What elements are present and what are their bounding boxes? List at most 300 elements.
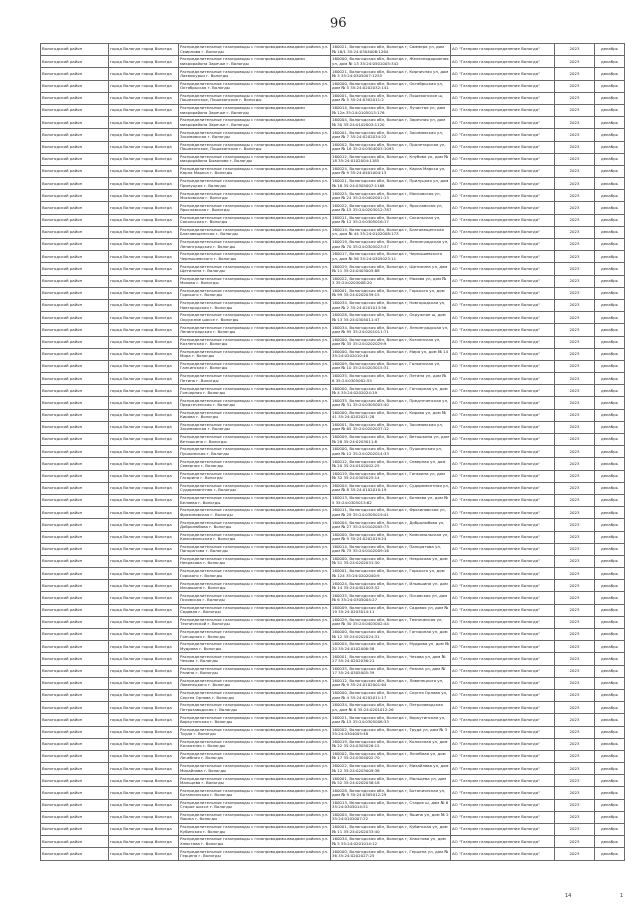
month-cell: декабрь bbox=[595, 653, 625, 665]
settlement-cell: город Вологда город Вологда bbox=[109, 519, 179, 531]
district-cell: Вологодский район bbox=[41, 629, 109, 641]
object-name-cell: Распределительные газопроводы с газопроводами-вводами района ул. Лечебная г. Вологды bbox=[179, 750, 331, 762]
table-row bbox=[41, 799, 625, 811]
settlement-cell: город Вологда город Вологда bbox=[109, 385, 179, 397]
table-row bbox=[41, 165, 625, 177]
address-cell: 160001, Вологодская обл, Вологда г, Чехова ул, дом № 27 35:24:0202036:21 bbox=[331, 653, 451, 665]
month-cell: декабрь bbox=[595, 299, 625, 311]
month-cell: декабрь bbox=[595, 531, 625, 543]
month-cell: декабрь bbox=[595, 799, 625, 811]
year-cell: 2023 bbox=[555, 92, 595, 104]
object-name-cell: Распределительные газопроводы с газопроводами-вводами района ул. Сергея Орлова г. Вологды bbox=[179, 689, 331, 701]
settlement-cell: город Вологда город Вологда bbox=[109, 616, 179, 628]
year-cell: 2023 bbox=[555, 470, 595, 482]
district-cell: Вологодский район bbox=[41, 555, 109, 567]
district-cell: Вологодский район bbox=[41, 56, 109, 68]
owner-cell: АО "Газпром газораспределение Вологда" bbox=[451, 799, 555, 811]
owner-cell: АО "Газпром газораспределение Вологда" bbox=[451, 104, 555, 116]
owner-cell: АО "Газпром газораспределение Вологда" bbox=[451, 226, 555, 238]
month-cell: декабрь bbox=[595, 604, 625, 616]
object-name-cell: Распределительные газопроводы с газопроводами-вводами района ул. Петина г. Вологды bbox=[179, 373, 331, 385]
table-row bbox=[41, 811, 625, 823]
district-cell: Вологодский район bbox=[41, 190, 109, 202]
year-cell: 2023 bbox=[555, 373, 595, 385]
address-cell: 160000, Вологодская обл, Вологда г, Сергея Орлова ул, дом № 4 35:24:0202011:17 bbox=[331, 689, 451, 701]
year-cell: 2023 bbox=[555, 409, 595, 421]
object-name-cell: Распределительные газопроводы с газопроводами-вводами района ул. Предтеченская г. Вологды bbox=[179, 397, 331, 409]
year-cell: 2023 bbox=[555, 653, 595, 665]
settlement-cell: город Вологда город Вологда bbox=[109, 178, 179, 190]
year-cell: 2023 bbox=[555, 519, 595, 531]
year-cell: 2023 bbox=[555, 348, 595, 360]
object-name-cell: Распределительные газопроводы с газопроводами-вводами района ул. Беляева г. Вологды bbox=[179, 494, 331, 506]
settlement-cell: город Вологда город Вологда bbox=[109, 555, 179, 567]
address-cell: 160035, Вологодская обл, Вологда г, Псковская ул, дом № 6 35:24:0305004:27 bbox=[331, 592, 451, 604]
year-cell: 2023 bbox=[555, 568, 595, 580]
owner-cell: АО "Газпром газораспределение Вологда" bbox=[451, 373, 555, 385]
settlement-cell: город Вологда город Вологда bbox=[109, 470, 179, 482]
table-row bbox=[41, 287, 625, 299]
district-cell: Вологодский район bbox=[41, 824, 109, 836]
settlement-cell: город Вологда город Вологда bbox=[109, 92, 179, 104]
object-name-cell: Распределительные газопроводы с газопроводами-вводами района ул. Зосимовская г. Вологды bbox=[179, 421, 331, 433]
district-cell: Вологодский район bbox=[41, 470, 109, 482]
district-cell: Вологодский район bbox=[41, 373, 109, 385]
object-name-cell: Распределительные газопроводы с газопроводами-вводами района ул. Зосимовская г. Вологды bbox=[179, 129, 331, 141]
month-cell: декабрь bbox=[595, 165, 625, 177]
year-cell: 2023 bbox=[555, 68, 595, 80]
month-cell: декабрь bbox=[595, 129, 625, 141]
owner-cell: АО "Газпром газораспределение Вологда" bbox=[451, 507, 555, 519]
settlement-cell: город Вологда город Вологда bbox=[109, 763, 179, 775]
object-name-cell: Распределительные газопроводы с газопроводами-вводами района ул. Горького г. Вологды bbox=[179, 568, 331, 580]
address-cell: 160000, Вологодская обл, Вологда г, Некрасова ул, дом № 51 35:24:0202031:30 bbox=[331, 555, 451, 567]
settlement-cell: город Вологда город Вологда bbox=[109, 312, 179, 324]
address-cell: 160014, Вологодская обл, Вологда г, Панкратова ул, дом № 75 35:24:0102009:16 bbox=[331, 543, 451, 555]
year-cell: 2023 bbox=[555, 458, 595, 470]
table-row bbox=[41, 44, 625, 56]
table-row bbox=[41, 263, 625, 275]
month-cell: декабрь bbox=[595, 434, 625, 446]
table-row bbox=[41, 458, 625, 470]
object-name-cell: Распределительные газопроводы с газопроводами-вводами района ул. Пушкинская г. Вологды bbox=[179, 446, 331, 458]
table-row bbox=[41, 616, 625, 628]
table-row bbox=[41, 824, 625, 836]
year-cell: 2023 bbox=[555, 56, 595, 68]
year-cell: 2023 bbox=[555, 287, 595, 299]
year-cell: 2023 bbox=[555, 604, 595, 616]
address-cell: 160013, Вологодская обл, Вологда г, Старое ш, дом № 6 35:24:0305014:51 bbox=[331, 799, 451, 811]
address-cell: 160001, Вологодская обл, Вологда г, Кубинская ул, дом № 11 35:24:0202033:40 bbox=[331, 824, 451, 836]
table-body bbox=[41, 44, 625, 861]
settlement-cell: город Вологда город Вологда bbox=[109, 653, 179, 665]
object-name-cell: Распределительные газопроводы с газопроводами-вводами района ул. Герцена г. Вологды bbox=[179, 848, 331, 860]
month-cell: декабрь bbox=[595, 726, 625, 738]
year-cell: 2023 bbox=[555, 312, 595, 324]
table-row bbox=[41, 299, 625, 311]
object-name-cell: Распределительные газопроводы с газопроводами-вводами района ул. Галкинская г. Вологды bbox=[179, 360, 331, 372]
address-cell: 160000, Вологодская обл, Вологда г, Комсомольская ул, дом № 9 35:24:0202019:24 bbox=[331, 531, 451, 543]
owner-cell: АО "Газпром газораспределение Вологда" bbox=[451, 214, 555, 226]
settlement-cell: город Вологда город Вологда bbox=[109, 641, 179, 653]
address-cell: 160021, Вологодская обл, Вологда г, Прилуцкая ул, дом № 18 35:24:0305007:1168 bbox=[331, 178, 451, 190]
object-name-cell: Распределительные газопроводы с газопроводами-вводами района ул. Мальцева г. Вологды bbox=[179, 775, 331, 787]
owner-cell: АО "Газпром газораспределение Вологда" bbox=[451, 519, 555, 531]
district-cell: Вологодский район bbox=[41, 397, 109, 409]
month-cell: декабрь bbox=[595, 190, 625, 202]
object-name-cell: Распределительные газопроводы с газопроводами-вводами района ул. Псковская г. Вологды bbox=[179, 592, 331, 604]
owner-cell: АО "Газпром газораспределение Вологда" bbox=[451, 458, 555, 470]
object-name-cell: Распределительные газопроводы с газопроводами-вводами района ул. Новгородская г. Вологды bbox=[179, 299, 331, 311]
settlement-cell: город Вологда город Вологда bbox=[109, 689, 179, 701]
settlement-cell: город Вологда город Вологда bbox=[109, 482, 179, 494]
address-cell: 160021, Вологодская обл, Вологда г, Воркутинская ул, дом № 15 35:24:0305008:33 bbox=[331, 714, 451, 726]
settlement-cell: город Вологда город Вологда bbox=[109, 775, 179, 787]
month-cell: декабрь bbox=[595, 543, 625, 555]
month-cell: декабрь bbox=[595, 750, 625, 762]
table-row bbox=[41, 434, 625, 446]
address-cell: 160012, Вологодская обл, Вологда г, Ловенецкого ул, дом № 9 35:24:0102001:64 bbox=[331, 677, 451, 689]
settlement-cell: город Вологда город Вологда bbox=[109, 836, 179, 848]
district-cell: Вологодский район bbox=[41, 811, 109, 823]
district-cell: Вологодский район bbox=[41, 251, 109, 263]
object-name-cell: Распределительные газопроводы с газопроводами-вводами района ул. Чернышевского г. Вологды bbox=[179, 251, 331, 263]
district-cell: Вологодский район bbox=[41, 689, 109, 701]
month-cell: декабрь bbox=[595, 92, 625, 104]
owner-cell: АО "Газпром газораспределение Вологда" bbox=[451, 787, 555, 799]
table-row bbox=[41, 275, 625, 287]
table-row bbox=[41, 604, 625, 616]
district-cell: Вологодский район bbox=[41, 141, 109, 153]
settlement-cell: город Вологда город Вологда bbox=[109, 348, 179, 360]
month-cell: декабрь bbox=[595, 519, 625, 531]
district-cell: Вологодский район bbox=[41, 153, 109, 165]
table-row bbox=[41, 677, 625, 689]
address-cell: 160035, Вологодская обл, Вологда г, Разина ул, дом № 17 35:24:0305005:39 bbox=[331, 665, 451, 677]
table-row bbox=[41, 153, 625, 165]
table-row bbox=[41, 80, 625, 92]
address-cell: 160035, Вологодская обл, Вологда г, Предтеченская ул, дом № 31 35:24:0305003:40 bbox=[331, 397, 451, 409]
table-row bbox=[41, 373, 625, 385]
year-cell: 2023 bbox=[555, 726, 595, 738]
month-cell: декабрь bbox=[595, 568, 625, 580]
object-name-cell: Распределительные газопроводы с газопроводами-вводами района ул. Кирова г. Вологды bbox=[179, 409, 331, 421]
settlement-cell: город Вологда город Вологда bbox=[109, 190, 179, 202]
settlement-cell: город Вологда город Вологда bbox=[109, 275, 179, 287]
district-cell: Вологодский район bbox=[41, 507, 109, 519]
year-cell: 2023 bbox=[555, 385, 595, 397]
owner-cell: АО "Газпром газораспределение Вологда" bbox=[451, 56, 555, 68]
month-cell: декабрь bbox=[595, 787, 625, 799]
district-cell: Вологодский район bbox=[41, 117, 109, 129]
address-cell: 160001, Вологодская обл, Вологда г, Пошехонское ш, дом № 5 35:24:0302011:2 bbox=[331, 92, 451, 104]
settlement-cell: город Вологда город Вологда bbox=[109, 531, 179, 543]
district-cell: Вологодский район bbox=[41, 312, 109, 324]
object-name-cell: Распределительные газопроводы с газопроводами-вводами района ул. Лахмокурьи г. Вологды bbox=[179, 68, 331, 80]
owner-cell: АО "Газпром газораспределение Вологда" bbox=[451, 750, 555, 762]
month-cell: декабрь bbox=[595, 458, 625, 470]
owner-cell: АО "Газпром газораспределение Вологда" bbox=[451, 202, 555, 214]
owner-cell: АО "Газпром газораспределение Вологда" bbox=[451, 726, 555, 738]
settlement-cell: город Вологда город Вологда bbox=[109, 324, 179, 336]
object-name-cell: Распределительные газопроводы с газопроводами-вводами района ул. Смирнова г. Вологды bbox=[179, 44, 331, 56]
owner-cell: АО "Газпром газораспределение Вологда" bbox=[451, 592, 555, 604]
table-row bbox=[41, 312, 625, 324]
month-cell: декабрь bbox=[595, 360, 625, 372]
address-cell: 160034, Вологодская обл, Вологда г, Хлюстова ул, дом № 5 35:24:0201014:12 bbox=[331, 836, 451, 848]
object-name-cell: Распределительные газопроводы с газопроводами-вводами района ул. Октябрьская г. Вологды bbox=[179, 80, 331, 92]
settlement-cell: город Вологда город Вологда bbox=[109, 397, 179, 409]
owner-cell: АО "Газпром газораспределение Вологда" bbox=[451, 555, 555, 567]
month-cell: декабрь bbox=[595, 714, 625, 726]
table-row bbox=[41, 348, 625, 360]
object-name-cell: Распределительные газопроводы с газопроводами-вводами района ул. Мохова г. Вологды bbox=[179, 275, 331, 287]
table-row bbox=[41, 507, 625, 519]
month-cell: декабрь bbox=[595, 580, 625, 592]
district-cell: Вологодский район bbox=[41, 568, 109, 580]
month-cell: декабрь bbox=[595, 251, 625, 263]
owner-cell: АО "Газпром газораспределение Вологда" bbox=[451, 385, 555, 397]
address-cell: 160009, Вологодская обл, Вологда г, Галкинская ул, дом № 10 35:24:0203015:31 bbox=[331, 360, 451, 372]
table-row bbox=[41, 665, 625, 677]
address-cell: 160029, Вологодская обл, Вологда г, Щетинина ул, дом № 11 35:24:0403005:88 bbox=[331, 263, 451, 275]
address-cell: 160017, Вологодская обл, Вологда г, Чернышевского ул, дом № 56 35:24:0305023:11 bbox=[331, 251, 451, 263]
district-cell: Вологодский район bbox=[41, 336, 109, 348]
owner-cell: АО "Газпром газораспределение Вологда" bbox=[451, 775, 555, 787]
month-cell: декабрь bbox=[595, 665, 625, 677]
year-cell: 2023 bbox=[555, 275, 595, 287]
month-cell: декабрь bbox=[595, 312, 625, 324]
address-cell: 160004, Вологодская обл, Вологда г, Яшина ул, дом № 2 35:24:0102007:22 bbox=[331, 811, 451, 823]
district-cell: Вологодский район bbox=[41, 799, 109, 811]
settlement-cell: город Вологда город Вологда bbox=[109, 360, 179, 372]
table-row bbox=[41, 763, 625, 775]
district-cell: Вологодский район bbox=[41, 80, 109, 92]
district-cell: Вологодский район bbox=[41, 787, 109, 799]
settlement-cell: город Вологда город Вологда bbox=[109, 580, 179, 592]
settlement-cell: город Вологда город Вологда bbox=[109, 568, 179, 580]
settlement-cell: город Вологда город Вологда bbox=[109, 409, 179, 421]
table-row bbox=[41, 848, 625, 860]
owner-cell: АО "Газпром газораспределение Вологда" bbox=[451, 641, 555, 653]
object-name-cell: Распределительные газопроводы с газопроводами-вводами района ул. Гончарная г. Вологды bbox=[179, 385, 331, 397]
district-cell: Вологодский район bbox=[41, 580, 109, 592]
table-row bbox=[41, 689, 625, 701]
table-row bbox=[41, 836, 625, 848]
owner-cell: АО "Газпром газораспределение Вологда" bbox=[451, 299, 555, 311]
table-row bbox=[41, 653, 625, 665]
month-cell: декабрь bbox=[595, 68, 625, 80]
address-cell: 160021, Вологодская обл, Вологда г, Саммера ул, дом № 18/1 35:24:0304008:1264 bbox=[331, 44, 451, 56]
district-cell: Вологодский район bbox=[41, 531, 109, 543]
table-row bbox=[41, 92, 625, 104]
address-cell: 160001, Вологодская обл, Вологда г, Зосимовская ул, дом № 65 35:24:0202037:12 bbox=[331, 421, 451, 433]
owner-cell: АО "Газпром газораспределение Вологда" bbox=[451, 763, 555, 775]
owner-cell: АО "Газпром газораспределение Вологда" bbox=[451, 702, 555, 714]
month-cell: декабрь bbox=[595, 409, 625, 421]
settlement-cell: город Вологда город Вологда bbox=[109, 714, 179, 726]
address-cell: 160004, Вологодская обл, Вологда г, Добролюбова ул, дом № 27 35:24:0102005:73 bbox=[331, 519, 451, 531]
table-row bbox=[41, 738, 625, 750]
object-name-cell: Распределительные газопроводы с газопроводами-вводами района ул. Садовая г. Вологды bbox=[179, 604, 331, 616]
month-cell: декабрь bbox=[595, 385, 625, 397]
settlement-cell: город Вологда город Вологда bbox=[109, 44, 179, 56]
month-cell: декабрь bbox=[595, 775, 625, 787]
object-name-cell: Распределительные газопроводы с газопроводами-вводами района ул. Ильюшина г. Вологды bbox=[179, 580, 331, 592]
month-cell: декабрь bbox=[595, 421, 625, 433]
month-cell: декабрь bbox=[595, 507, 625, 519]
month-cell: декабрь bbox=[595, 446, 625, 458]
year-cell: 2023 bbox=[555, 104, 595, 116]
district-cell: Вологодский район bbox=[41, 519, 109, 531]
address-cell: 160000, Вологодская обл, Вологда г, Железнодорожная ул, дом № 13 35:24:0501005:342 bbox=[331, 56, 451, 68]
month-cell: декабрь bbox=[595, 482, 625, 494]
district-cell: Вологодский район bbox=[41, 324, 109, 336]
settlement-cell: город Вологда город Вологда bbox=[109, 665, 179, 677]
settlement-cell: город Вологда город Вологда bbox=[109, 239, 179, 251]
object-name-cell: Распределительные газопроводы с газопроводами-вводами района ул. Петрозаводская г. Вологды bbox=[179, 702, 331, 714]
object-name-cell: Распределительные газопроводы с газопроводами-вводами района ул. Сокольская г. Вологды bbox=[179, 214, 331, 226]
year-cell: 2023 bbox=[555, 531, 595, 543]
settlement-cell: город Вологда город Вологда bbox=[109, 80, 179, 92]
address-cell: 160011, Вологодская обл, Вологда г, Фрязиновская ул, дом № 29 35:24:0305019:41 bbox=[331, 507, 451, 519]
year-cell: 2023 bbox=[555, 360, 595, 372]
address-cell: 160014, Вологодская обл, Вологда г, Лучистая ул, дом № 12а 35:24:0105013:176 bbox=[331, 104, 451, 116]
year-cell: 2023 bbox=[555, 251, 595, 263]
owner-cell: АО "Газпром газораспределение Вологда" bbox=[451, 616, 555, 628]
object-name-cell: Распределительные газопроводы с газопроводами-вводами района ул. Ленинградская г. Вологды bbox=[179, 239, 331, 251]
settlement-cell: город Вологда город Вологда bbox=[109, 604, 179, 616]
address-cell: 160001, Вологодская обл, Вологда г, Зосимовская ул, дом № 7 35:24:0202034:22 bbox=[331, 129, 451, 141]
district-cell: Вологодский район bbox=[41, 738, 109, 750]
month-cell: декабрь bbox=[595, 239, 625, 251]
address-cell: 160000, Вологодская обл, Вологда г, Гончарная ул, дом № 4 35:24:0202024:19 bbox=[331, 385, 451, 397]
owner-cell: АО "Газпром газораспределение Вологда" bbox=[451, 251, 555, 263]
district-cell: Вологодский район bbox=[41, 543, 109, 555]
district-cell: Вологодский район bbox=[41, 263, 109, 275]
district-cell: Вологодский район bbox=[41, 409, 109, 421]
owner-cell: АО "Газпром газораспределение Вологда" bbox=[451, 482, 555, 494]
district-cell: Вологодский район bbox=[41, 763, 109, 775]
month-cell: декабрь bbox=[595, 373, 625, 385]
object-name-cell: Распределительные газопроводы с газопроводами-вводами микрорайона Бывалово г. Вологды bbox=[179, 153, 331, 165]
owner-cell: АО "Газпром газораспределение Вологда" bbox=[451, 604, 555, 616]
settlement-cell: город Вологда город Вологда bbox=[109, 458, 179, 470]
owner-cell: АО "Газпром газораспределение Вологда" bbox=[451, 165, 555, 177]
month-cell: декабрь bbox=[595, 263, 625, 275]
table-row bbox=[41, 202, 625, 214]
settlement-cell: город Вологда город Вологда bbox=[109, 336, 179, 348]
address-cell: 160024, Вологодская обл, Вологда г, Карла Маркса ул, дом № 9 35:24:0401004:13 bbox=[331, 165, 451, 177]
table-row bbox=[41, 56, 625, 68]
page-number: 96 bbox=[329, 15, 347, 32]
table-row bbox=[41, 482, 625, 494]
object-name-cell: Распределительные газопроводы с газопроводами-вводами района ул. Гагарина г. Вологды bbox=[179, 470, 331, 482]
district-cell: Вологодский район bbox=[41, 129, 109, 141]
address-cell: 160000, Вологодская обл, Вологда г, Октябрьская ул, дом № 5 35:24:0202032:141 bbox=[331, 80, 451, 92]
owner-cell: АО "Газпром газораспределение Вологда" bbox=[451, 178, 555, 190]
object-name-cell: Распределительные газопроводы с газопроводами-вводами района ул. Пошехонское, Пошехонское г. Вологды bbox=[179, 141, 331, 153]
month-cell: декабрь bbox=[595, 178, 625, 190]
object-name-cell: Распределительные газопроводы с газопроводами-вводами района ул. Козленская г. Вологды bbox=[179, 336, 331, 348]
owner-cell: АО "Газпром газораспределение Вологда" bbox=[451, 580, 555, 592]
year-cell: 2023 bbox=[555, 763, 595, 775]
settlement-cell: город Вологда город Вологда bbox=[109, 421, 179, 433]
district-cell: Вологодский район bbox=[41, 848, 109, 860]
settlement-cell: город Вологда город Вологда bbox=[109, 287, 179, 299]
address-cell: 160000, Вологодская обл, Вологда г, Пушкинская ул, дом № 12 35:24:0202014:33 bbox=[331, 446, 451, 458]
settlement-cell: город Вологда город Вологда bbox=[109, 373, 179, 385]
settlement-cell: город Вологда город Вологда bbox=[109, 824, 179, 836]
year-cell: 2023 bbox=[555, 677, 595, 689]
footer-mark-right: 1 bbox=[620, 893, 624, 899]
owner-cell: АО "Газпром газораспределение Вологда" bbox=[451, 348, 555, 360]
settlement-cell: город Вологда город Вологда bbox=[109, 738, 179, 750]
owner-cell: АО "Газпром газораспределение Вологда" bbox=[451, 738, 555, 750]
address-cell: 160022, Вологодская обл, Вологда г, Михайлова ул, дом № 12 35:24:0203009:36 bbox=[331, 763, 451, 775]
district-cell: Вологодский район bbox=[41, 653, 109, 665]
year-cell: 2023 bbox=[555, 629, 595, 641]
table-row bbox=[41, 178, 625, 190]
gas-pipeline-table bbox=[40, 43, 625, 861]
address-cell: 160034, Вологодская обл, Вологда г, Новгородская ул, дом № 2 35:24:0201013:56 bbox=[331, 299, 451, 311]
owner-cell: АО "Газпром газораспределение Вологда" bbox=[451, 80, 555, 92]
settlement-cell: город Вологда город Вологда bbox=[109, 263, 179, 275]
owner-cell: АО "Газпром газораспределение Вологда" bbox=[451, 848, 555, 860]
owner-cell: АО "Газпром газораспределение Вологда" bbox=[451, 312, 555, 324]
address-cell: 160000, Вологодская обл, Вологда г, Мира ул, дом № 14 35:24:0202010:46 bbox=[331, 348, 451, 360]
address-cell: 160002, Вологодская обл, Вологда г, Лечебная ул, дом № 17 35:24:0304002:70 bbox=[331, 750, 451, 762]
settlement-cell: город Вологда город Вологда bbox=[109, 848, 179, 860]
month-cell: декабрь bbox=[595, 811, 625, 823]
year-cell: 2023 bbox=[555, 165, 595, 177]
object-name-cell: Распределительные газопроводы с газопроводами-вводами района ул. Мира г. Вологды bbox=[179, 348, 331, 360]
owner-cell: АО "Газпром газораспределение Вологда" bbox=[451, 190, 555, 202]
object-name-cell: Распределительные газопроводы с газопроводами-вводами микрорайона Заречье г. Вологды bbox=[179, 117, 331, 129]
address-cell: 160009, Вологодская обл, Вологда г, Садовая ул, дом № 19 35:24:0203014:11 bbox=[331, 604, 451, 616]
year-cell: 2023 bbox=[555, 738, 595, 750]
object-name-cell: Распределительные газопроводы с газопроводами-вводами района ул. Ловенецкого г. Вологды bbox=[179, 677, 331, 689]
year-cell: 2023 bbox=[555, 689, 595, 701]
table-row bbox=[41, 531, 625, 543]
settlement-cell: город Вологда город Вологда bbox=[109, 117, 179, 129]
district-cell: Вологодский район bbox=[41, 482, 109, 494]
year-cell: 2023 bbox=[555, 616, 595, 628]
district-cell: Вологодский район bbox=[41, 494, 109, 506]
owner-cell: АО "Газпром газораспределение Вологда" bbox=[451, 239, 555, 251]
address-cell: 160014, Вологодская обл, Вологда г, Благовещенская ул, дом № 44 35:24:0102008:173 bbox=[331, 226, 451, 238]
table-row bbox=[41, 385, 625, 397]
settlement-cell: город Вологда город Вологда bbox=[109, 251, 179, 263]
settlement-cell: город Вологда город Вологда bbox=[109, 811, 179, 823]
district-cell: Вологодский район bbox=[41, 458, 109, 470]
object-name-cell: Распределительные газопроводы с газопроводами-вводами района ул. Воркутинская г. Вологды bbox=[179, 714, 331, 726]
table-row bbox=[41, 117, 625, 129]
district-cell: Вологодский район bbox=[41, 214, 109, 226]
month-cell: декабрь bbox=[595, 677, 625, 689]
district-cell: Вологодский район bbox=[41, 104, 109, 116]
footer-mark-left: 14 bbox=[565, 893, 572, 899]
owner-cell: АО "Газпром газораспределение Вологда" bbox=[451, 336, 555, 348]
month-cell: декабрь bbox=[595, 324, 625, 336]
table-row bbox=[41, 726, 625, 738]
district-cell: Вологодский район bbox=[41, 616, 109, 628]
month-cell: декабрь bbox=[595, 80, 625, 92]
year-cell: 2023 bbox=[555, 787, 595, 799]
address-cell: 160001, Вологодская обл, Вологда г, Мальцева ул, дом № 52 35:24:0202038:18 bbox=[331, 775, 451, 787]
district-cell: Вологодский район bbox=[41, 299, 109, 311]
object-name-cell: Распределительные газопроводы с газопроводами-вводами района ул. Кубинская г. Вологды bbox=[179, 824, 331, 836]
